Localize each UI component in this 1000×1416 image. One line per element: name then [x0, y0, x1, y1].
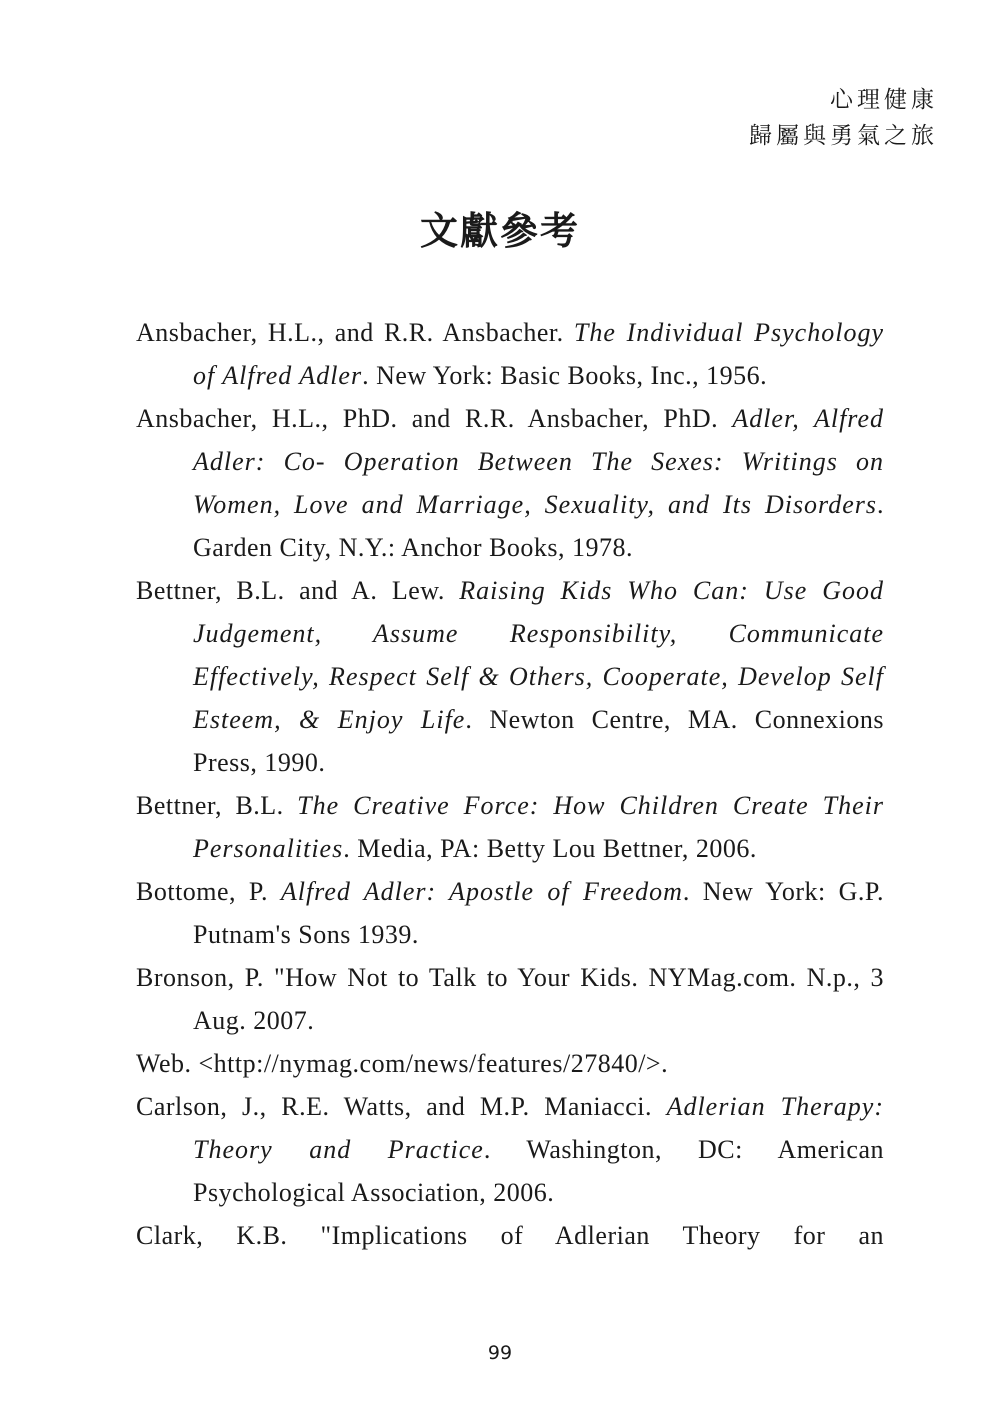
- running-header: [749, 82, 938, 154]
- page-number: 99: [487, 1342, 513, 1364]
- reference-entry: Ansbacher, H.L., and R.R. Ansbacher. The Individual Psychology of Alfred Adler. New York: Basic Books, Inc., 1956.: [136, 318, 884, 390]
- header-line-1: 心理健康: [830, 87, 938, 113]
- reference-entry: Bettner, B.L. and A. Lew. Raising Kids Who Can: Use Good Judgement, Assume Responsibility, Communicate Effectively, Respect Self & Others, Cooperate, Develop Self Esteem, & Enjoy Life. Newton Centre, MA. Connexions Press, 1990.: [136, 576, 884, 777]
- header-line-2: 歸屬與勇氣之旅: [749, 123, 938, 149]
- page-title: 文獻參考: [419, 208, 580, 253]
- reference-entry: Clark, K.B. "Implications of Adlerian Theory for an: [136, 1221, 884, 1250]
- reference-entry: Bottome, P. Alfred Adler: Apostle of Freedom. New York: G.P. Putnam's Sons 1939.: [136, 877, 884, 949]
- reference-list: [136, 311, 884, 1257]
- reference-entry: Bettner, B.L. The Creative Force: How Children Create Their Personalities. Media, PA: Betty Lou Bettner, 2006.: [136, 791, 884, 863]
- reference-entry: Carlson, J., R.E. Watts, and M.P. Maniacci. Adlerian Therapy: Theory and Practice. Washington, DC: American Psychological Association, 2006.: [136, 1092, 884, 1207]
- reference-entry: Web. <http://nymag.com/news/features/27840/>.: [136, 1049, 669, 1078]
- reference-entry: Bronson, P. "How Not to Talk to Your Kids. NYMag.com. N.p., 3 Aug. 2007.: [136, 963, 884, 1035]
- reference-entry: Ansbacher, H.L., PhD. and R.R. Ansbacher, PhD. Adler, Alfred Adler: Co- Operation Between The Sexes: Writings on Women, Love and Marriage, Sexuality, and Its Disorders. Garden City, N.Y.: Anchor Books, 1978.: [136, 404, 884, 562]
